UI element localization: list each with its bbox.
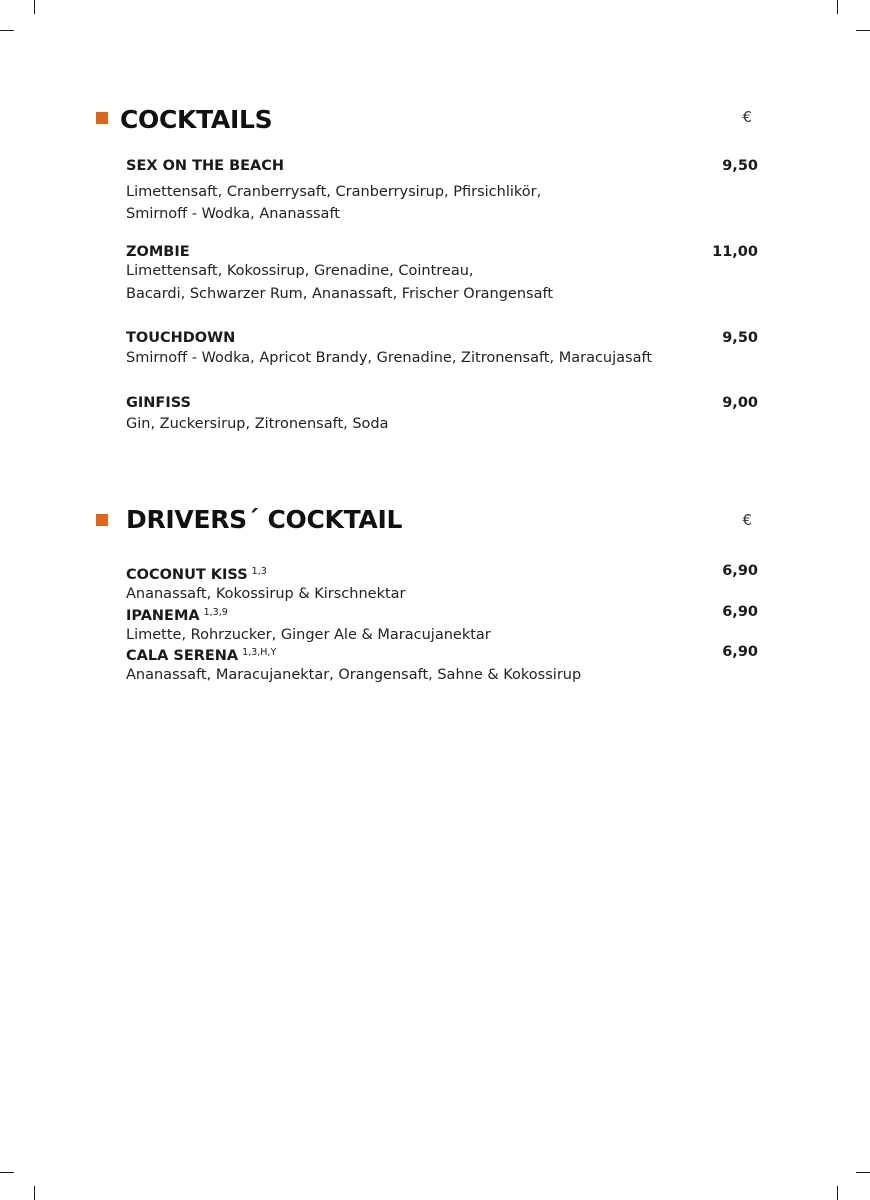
menu-item [126, 643, 758, 684]
item-description: Gin, Zuckersirup, Zitronensaft, Soda [126, 416, 389, 432]
item-description: Limettensaft, Cranberrysaft, Cranberrysirup, Pfirsichlikör, [126, 184, 542, 200]
menu-item [126, 243, 758, 307]
menu-item [126, 394, 758, 435]
item-price: 9,50 [722, 330, 758, 346]
item-name: ZOMBIE [126, 244, 190, 260]
item-description: Smirnoff - Wodka, Ananassaft [126, 206, 340, 222]
item-price: 9,50 [722, 158, 758, 174]
section-title: DRIVERS´ COCKTAIL [126, 505, 403, 534]
menu-item [126, 562, 758, 603]
item-description: Limettensaft, Kokossirup, Grenadine, Cointreau, [126, 263, 474, 279]
crop-mark [0, 1172, 14, 1173]
item-description: Ananassaft, Kokossirup & Kirschnektar [126, 586, 406, 602]
menu-item [126, 603, 758, 644]
item-name: CALA SERENA [126, 648, 239, 664]
crop-mark [34, 1186, 35, 1200]
item-price: 6,90 [722, 604, 758, 620]
item-price: 6,90 [722, 644, 758, 660]
crop-mark [856, 30, 870, 31]
item-description: Bacardi, Schwarzer Rum, Ananassaft, Frischer Orangensaft [126, 286, 554, 302]
allergen-note: 1,3,H,Y [242, 647, 277, 658]
item-price: 6,90 [722, 563, 758, 579]
section-marker-icon [96, 112, 108, 124]
menu-item [126, 329, 758, 369]
section-header-cocktails [96, 104, 758, 136]
item-name: TOUCHDOWN [126, 330, 236, 346]
section-title: COCKTAILS [120, 105, 273, 134]
crop-mark [837, 0, 838, 14]
allergen-note: 1,3,9 [203, 607, 228, 618]
section-header-drivers-cocktail [96, 504, 758, 536]
item-description: Smirnoff - Wodka, Apricot Brandy, Grenadine, Zitronensaft, Maracujasaft [126, 350, 653, 366]
crop-mark [837, 1186, 838, 1200]
crop-mark [0, 30, 14, 31]
menu-item [126, 157, 758, 225]
crop-mark [856, 1172, 870, 1173]
item-name: IPANEMA [126, 608, 200, 624]
item-description: Ananassaft, Maracujanektar, Orangensaft, Sahne & Kokossirup [126, 667, 582, 683]
item-description: Limette, Rohrzucker, Ginger Ale & Maracujanektar [126, 627, 491, 643]
crop-mark [34, 0, 35, 14]
currency-label: € [742, 108, 752, 126]
currency-label: € [742, 511, 752, 529]
item-price: 11,00 [712, 244, 758, 260]
allergen-note: 1,3 [251, 566, 267, 577]
item-name: COCONUT KISS [126, 567, 248, 583]
item-price: 9,00 [722, 395, 758, 411]
section-marker-icon [96, 514, 108, 526]
item-name: SEX ON THE BEACH [126, 158, 285, 174]
item-name: GINFISS [126, 395, 191, 411]
